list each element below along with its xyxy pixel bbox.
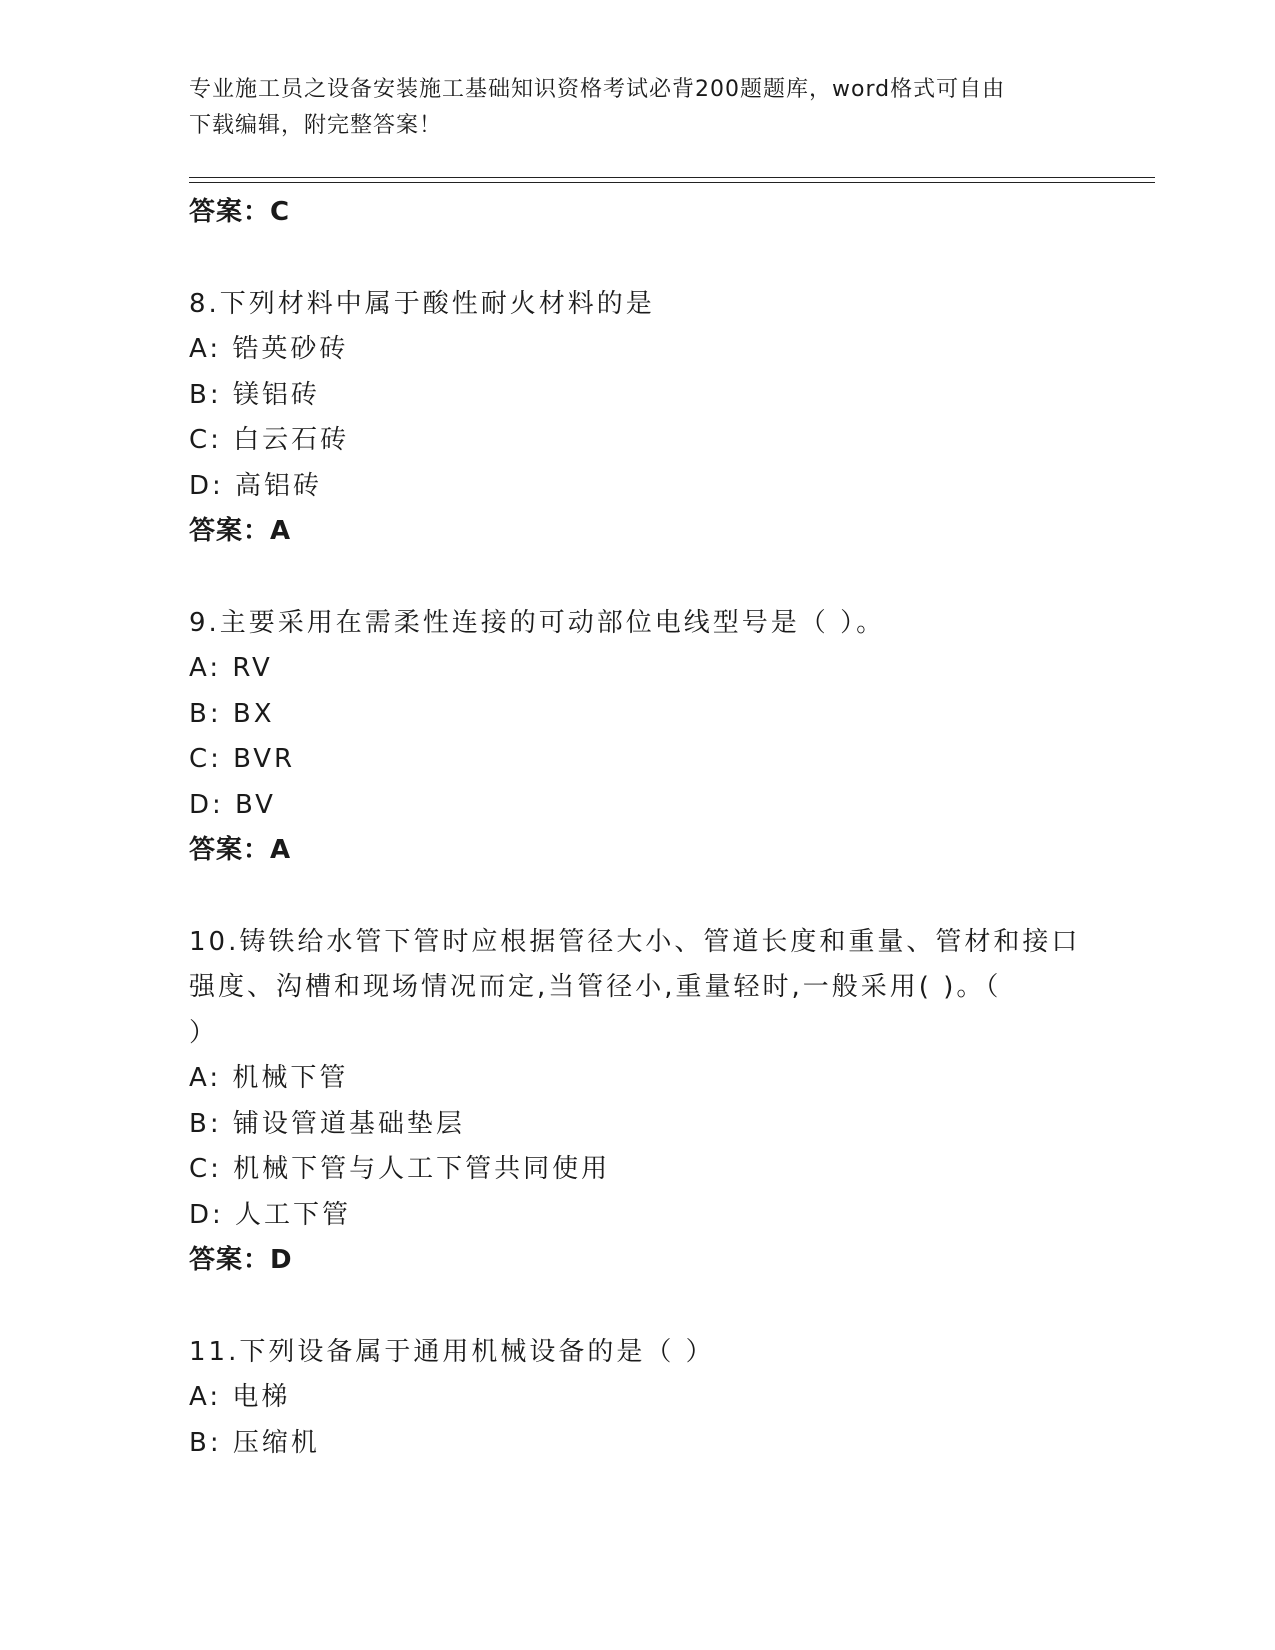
answer-label: 答案：D [189, 1245, 293, 1275]
question-list [189, 190, 1081, 1466]
answer-label: 答案：A [189, 835, 292, 865]
option-b: B: BX [189, 698, 275, 729]
option-c: C: BVR [189, 744, 296, 774]
spacer [189, 555, 1069, 601]
previous-answer: 答案：C [189, 197, 291, 227]
option-b: B: 铺设管道基础垫层 [189, 1108, 465, 1139]
header-divider-bottom [189, 182, 1155, 183]
question-stem-line-2: 强度、沟槽和现场情况而定,当管径小,重量轻时,一般采用( )。（ [189, 972, 1002, 1002]
question-block-9 [189, 601, 1069, 874]
spacer [189, 1284, 1069, 1330]
question-stem-line-3: ） [189, 1017, 219, 1048]
question-stem: 9.主要采用在需柔性连接的可动部位电线型号是（ ）。 [189, 607, 886, 638]
question-stem: 11.下列设备属于通用机械设备的是（ ） [189, 1336, 715, 1367]
spacer [189, 236, 1069, 282]
answer-label: 答案：A [189, 516, 292, 546]
option-d: D: 高铝砖 [189, 470, 323, 501]
document-header [189, 72, 1069, 144]
option-a: A: 锆英砂砖 [189, 334, 349, 364]
option-c: C: 白云石砖 [189, 425, 350, 455]
option-a: A: 机械下管 [189, 1063, 349, 1093]
question-block-10 [189, 920, 1081, 1284]
spacer [189, 874, 1069, 920]
option-a: A: 电梯 [189, 1382, 291, 1412]
question-block-11 [189, 1330, 1069, 1467]
option-b: B: 镁铝砖 [189, 379, 320, 410]
option-b: B: 压缩机 [189, 1427, 320, 1458]
header-divider-top [189, 177, 1155, 178]
option-c: C: 机械下管与人工下管共同使用 [189, 1154, 611, 1184]
question-block-8 [189, 282, 1069, 555]
question-stem-line-1: 10.铸铁给水管下管时应根据管径大小、管道长度和重量、管材和接口 [189, 926, 1081, 957]
option-d: D: BV [189, 789, 276, 820]
header-line-1: 专业施工员之设备安装施工基础知识资格考试必背200题题库，word格式可自由 [189, 77, 1006, 102]
option-d: D: 人工下管 [189, 1199, 352, 1230]
option-a: A: RV [189, 653, 273, 683]
header-line-2: 下载编辑，附完整答案！ [189, 113, 443, 138]
question-stem: 8.下列材料中属于酸性耐火材料的是 [189, 288, 655, 319]
